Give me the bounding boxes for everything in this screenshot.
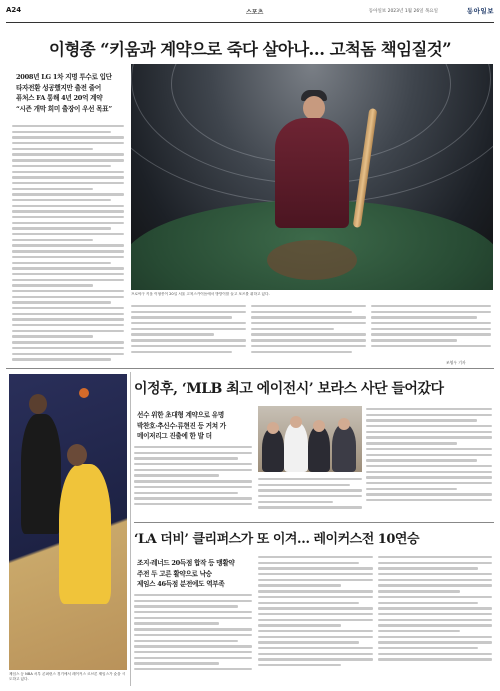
article3-photo <box>9 374 127 670</box>
article3-subhead: 조지·레너드 20득점 합작 등 맹활약 <box>137 559 235 567</box>
article3-headline: ‘LA 더비’ 클리퍼스가 또 이겨… 레이커스전 10연승 <box>134 532 420 547</box>
article1-photo-caption: 프로야구 키움 이형종이 20일 서울 고척스카이돔에서 방망이를 들고 포즈를 취하고 있다. <box>131 292 270 296</box>
article3-body-col1 <box>134 594 252 684</box>
article1-subhead: 2008년 LG 1차 지명 투수로 입단 <box>16 73 112 81</box>
article2-subhead: 박찬호·추신수·류현진 등 거쳐 가 <box>137 421 226 430</box>
article3-subhead: 주전 두 고른 활약으로 낙승 <box>137 569 212 578</box>
article2-subhead: 선수 위한 초대형 계약으로 유명 <box>137 411 224 419</box>
article1-subhead: 퓨처스 FA 통해 4년 20억 계약 <box>16 94 103 102</box>
article2-subhead: 메이저리그 진출에 한 발 더 <box>137 432 212 440</box>
article2-headline: 이정후, ‘MLB 최고 에이전시’ 보라스 사단 들어갔다 <box>134 381 444 397</box>
article2-subheads <box>137 410 255 442</box>
article1-headline: 이형종 “키움과 계약으로 죽다 살아나… 고척돔 책임질것” <box>48 40 451 59</box>
masthead-brand: 동아일보 <box>466 7 494 15</box>
section-label: 스포츠 <box>246 9 264 16</box>
article1-photo <box>131 64 493 290</box>
header-rule <box>6 22 494 23</box>
article3-subheads <box>137 558 255 590</box>
article1-body-col4 <box>371 305 491 361</box>
article2-body-col3 <box>366 408 492 518</box>
article1-body-col1 <box>12 125 124 365</box>
article1-body-col3 <box>251 305 366 365</box>
page-header <box>6 6 494 18</box>
article3-photo-caption: 제임스 등 NBA 서부 콘퍼런스 경기에서 레이커스 르브론 제임스가 슛을 시도하고 있다. <box>9 672 126 681</box>
article1-body-col2 <box>131 305 246 365</box>
article3-subhead: 제임스 46득점 분전에도 역부족 <box>137 580 225 588</box>
article1-subheads <box>16 72 124 114</box>
article1-subhead: “시즌 개막 희미 출장이 우선 목표” <box>16 104 112 113</box>
article2-body-col2 <box>258 478 362 518</box>
column-divider <box>130 372 131 686</box>
article1-subhead: 타자전환 성공했지만 출전 줄어 <box>16 83 101 92</box>
page-number: A24 <box>6 6 22 14</box>
article2-photo <box>258 406 362 472</box>
article3-body-col3 <box>378 556 492 684</box>
article-rule <box>134 522 494 523</box>
article2-body-col1 <box>134 446 252 518</box>
article3-body-col2 <box>258 556 373 684</box>
article1-author: 조영우 기자 <box>446 360 466 365</box>
issue-meta: 동아일보 2023년 1월 26일 목요일 <box>368 9 438 14</box>
section-rule <box>6 368 494 369</box>
